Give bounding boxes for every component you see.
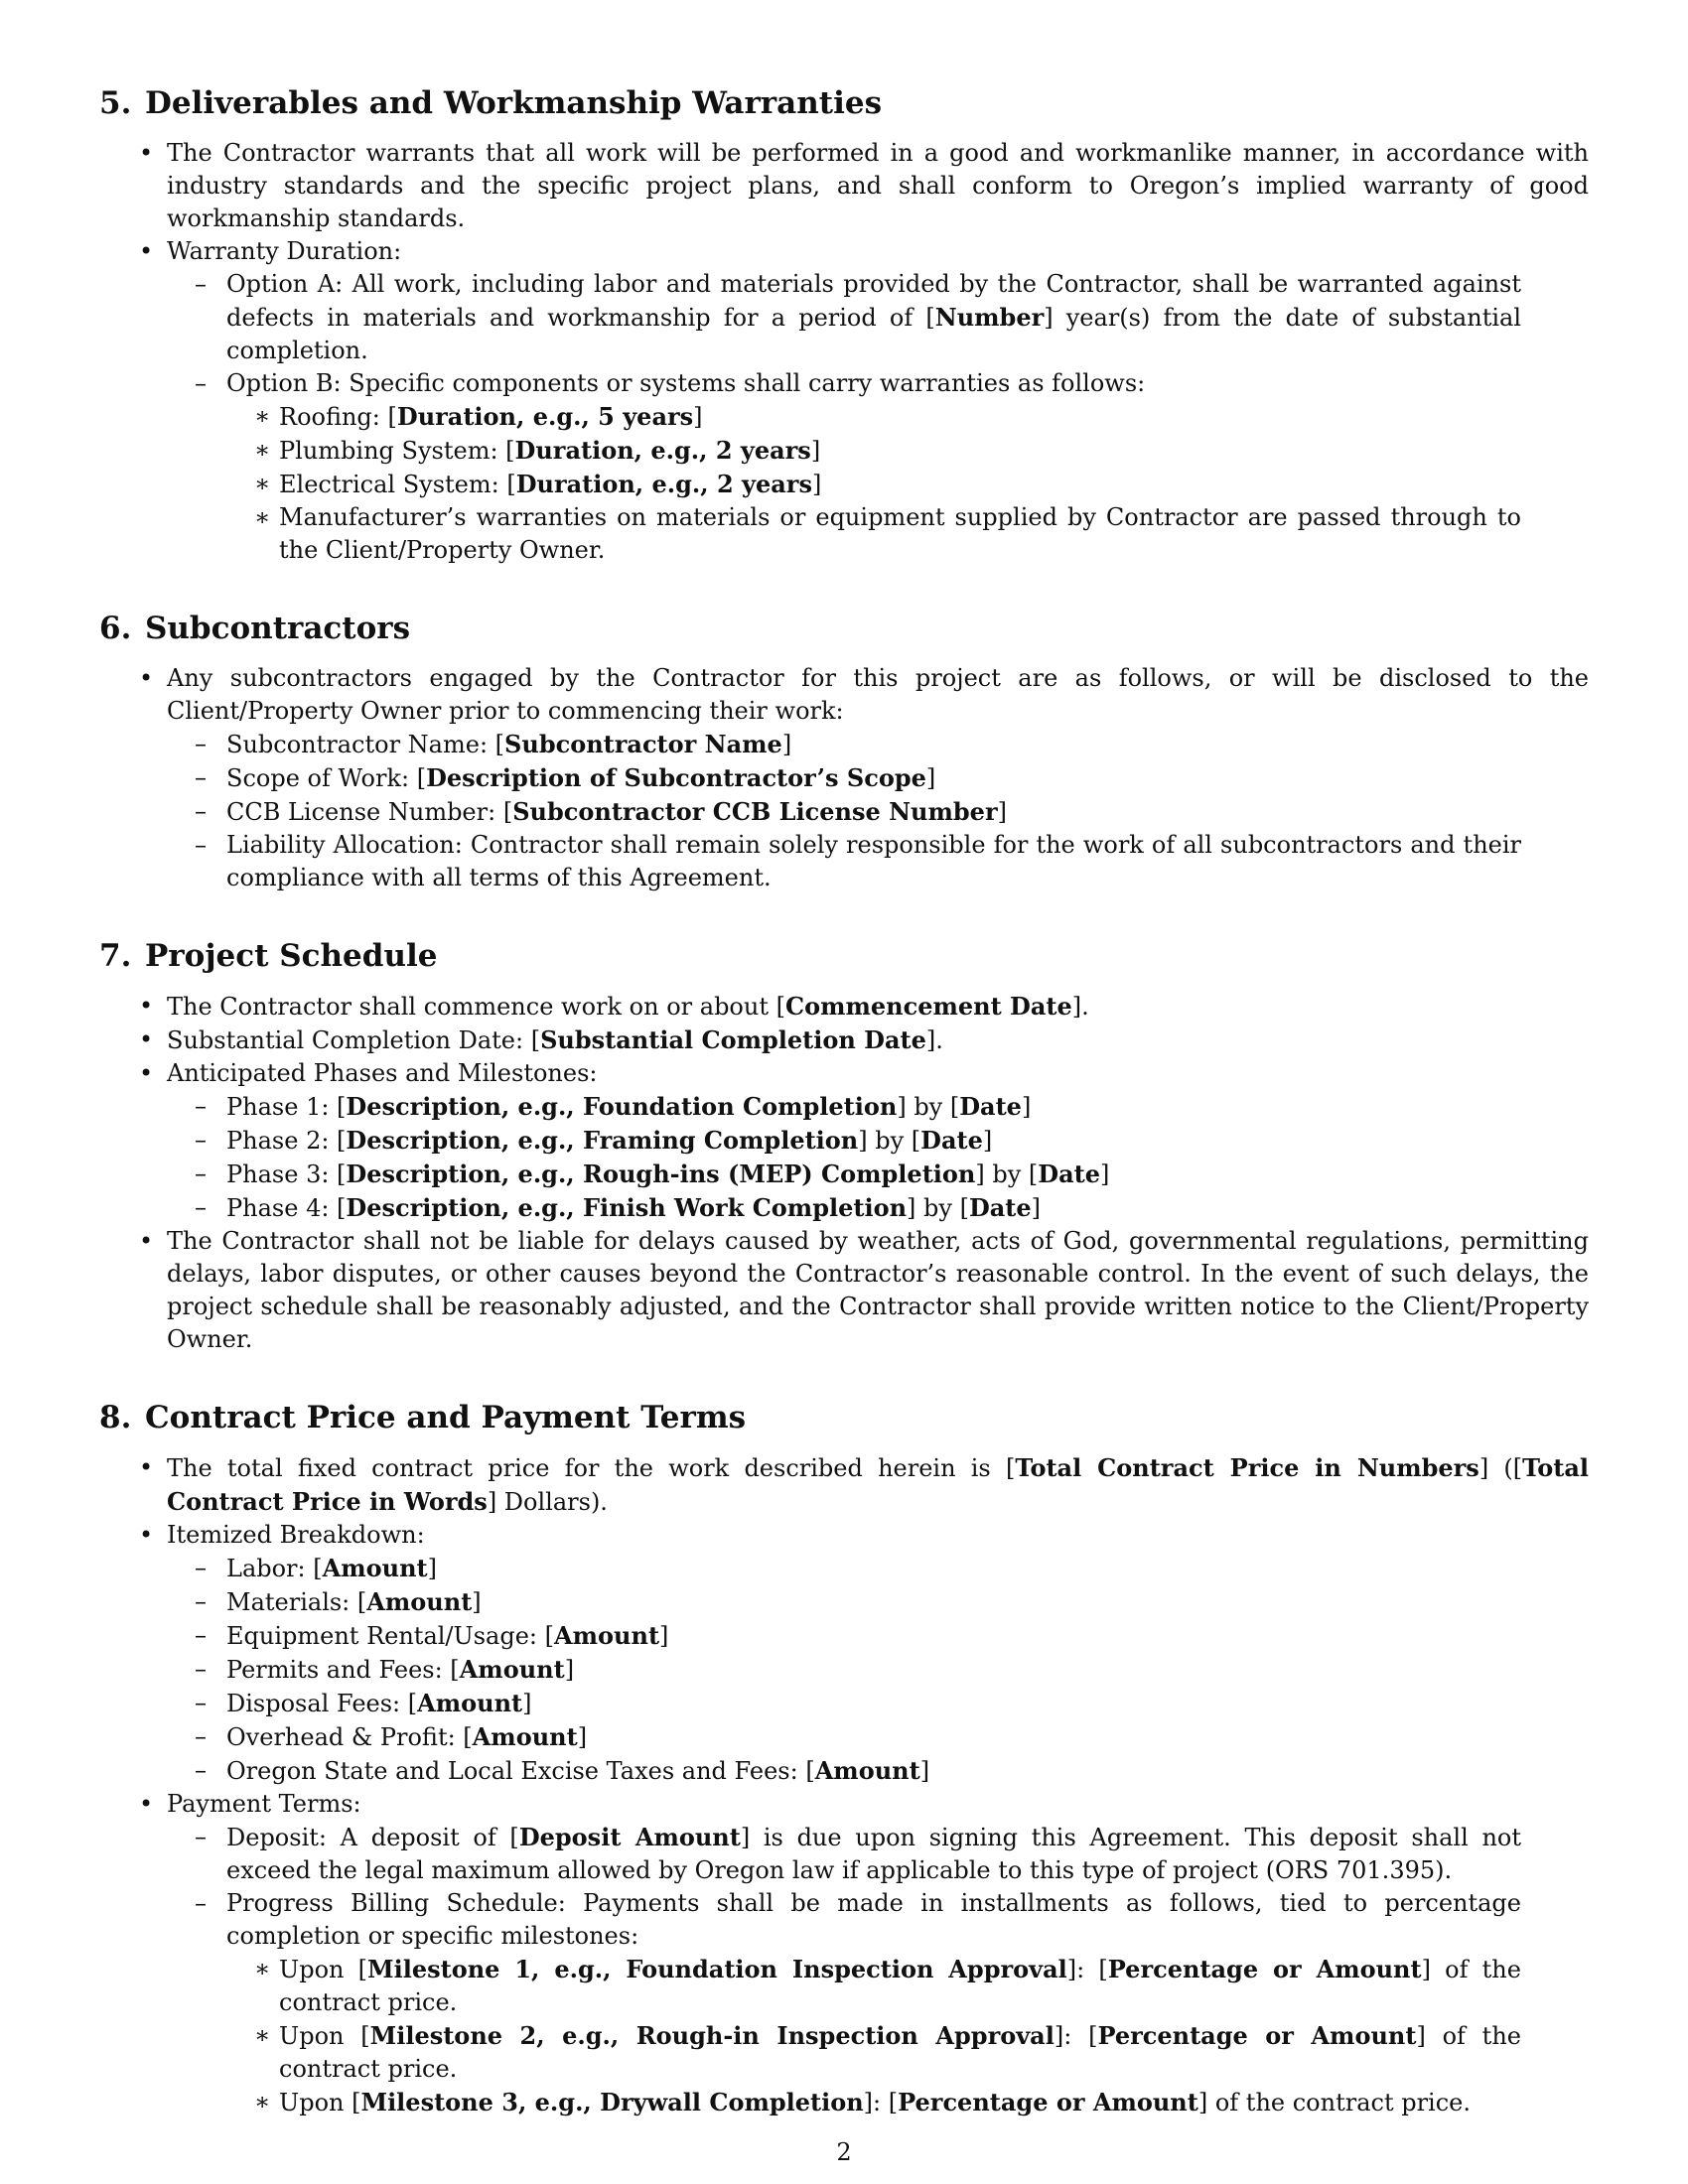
list-item: ∗ Upon [Milestone 3, e.g., Drywall Completion]: [Percentage or Amount] of the contract price. — [226, 2086, 1521, 2119]
list-item: – Phase 4: [Description, e.g., Finish Work Completion] by [Date] — [167, 1191, 1521, 1225]
section-heading — [99, 936, 1589, 976]
sub-list — [99, 728, 1521, 894]
sub-sub-list — [226, 400, 1521, 567]
list-item: • The Contractor warrants that all work will be performed in a good and workmanlike manner, in accordance with industry standards and the specific project plans, and shall conform to Oregon’s implied warranty of good workmanship standards. — [99, 137, 1589, 235]
section-number: 5. — [99, 85, 132, 121]
section-7 — [99, 936, 1589, 1356]
list-item: • Substantial Completion Date: [Substantial Completion Date]. — [99, 1024, 1589, 1057]
list-item: – Phase 2: [Description, e.g., Framing Completion] by [Date] — [167, 1124, 1521, 1158]
sub-list — [99, 1552, 1521, 1788]
section-number: 8. — [99, 1400, 132, 1435]
page-number: 2 — [836, 2138, 852, 2166]
list-item: • Itemized Breakdown: – Labor: [Amount] – Materials: [Amount] – Equipment Rental/Usage: [Amount] – Permits and Fees: [Amount] – Disposal Fees: [Amount] – Overhead & Profit: [Amount] – Oregon State and Local Excise Taxes and Fees: [Amount] — [99, 1519, 1589, 1788]
list-item: – Scope of Work: [Description of Subcontractor’s Scope] — [167, 761, 1521, 795]
sub-list — [99, 268, 1521, 567]
section-heading — [99, 1398, 1589, 1437]
list-item: • Any subcontractors engaged by the Contractor for this project are as follows, or will be disclosed to the Client/Property Owner prior to commencing their work: – Subcontractor Name: [Subcontractor Name] – Scope of Work: [Description of Subcontractor’s Scope] – CCB License Number: [Subcontractor CCB License Number] – Liability Allocation: Contractor shall remain solely responsible for the work of all subcontractors and their compliance with all terms of this Agreement. — [99, 662, 1589, 894]
list-item: • Warranty Duration: – Option A: All work, including labor and materials provided by the Contractor, shall be warranted against defects in materials and workmanship for a period of [Number] year(s) from the date of substantial completion. – Option B: Specific components or systems shall carry warranties as follows: ∗ Roofing: [Duration, e.g., 5 years] ∗ Plumbing System: [Duration, e.g., 2 years] ∗ Electrical System: [Duration, e.g., 2 years] ∗ Manufacturer’s warranties on materials or equipment supplied by Contractor are passed through to the Client/Property Owner. — [99, 235, 1589, 567]
list-item: • Payment Terms: – Deposit: A deposit of [Deposit Amount] is due upon signing this Agreement. This deposit shall not exceed the legal maximum allowed by Oregon law if applicable to this type of project (ORS 701.395). – Progress Billing Schedule: Payments shall be made in installments as follows, tied to percentage completion or specific milestones: ∗ Upon [Milestone 1, e.g., Foundation Inspection Approval]: [Percentage or Amount] of the contract price. ∗ Upon [Milestone 2, e.g., Rough-in Inspection Approval]: [Percentage or Amount] of the contract price. ∗ Upon [Milestone 3, e.g., Drywall Completion]: [Percentage or Amount] of the contract price. — [99, 1788, 1589, 2119]
bullet-list — [99, 990, 1589, 1356]
list-item: ∗ Plumbing System: [Duration, e.g., 2 years] — [226, 434, 1521, 468]
sub-sub-list — [226, 1953, 1521, 2119]
section-title: Project Schedule — [145, 938, 438, 974]
list-item: – CCB License Number: [Subcontractor CCB License Number] — [167, 795, 1521, 829]
list-item: – Disposal Fees: [Amount] — [167, 1687, 1521, 1720]
list-item: ∗ Manufacturer’s warranties on materials or equipment supplied by Contractor are passed through to the Client/Property Owner. — [226, 501, 1521, 567]
bullet-list — [99, 1451, 1589, 2119]
list-item: – Progress Billing Schedule: Payments shall be made in installments as follows, tied to percentage completion or specific milestones: ∗ Upon [Milestone 1, e.g., Foundation Inspection Approval]: [Percentage or Amount] of the contract price. ∗ Upon [Milestone 2, e.g., Rough-in Inspection Approval]: [Percentage or Amount] of the contract price. ∗ Upon [Milestone 3, e.g., Drywall Completion]: [Percentage or Amount] of the contract price. — [167, 1887, 1521, 2119]
list-item: – Permits and Fees: [Amount] — [167, 1653, 1521, 1687]
document-page — [99, 83, 1589, 2161]
list-item: – Equipment Rental/Usage: [Amount] — [167, 1619, 1521, 1653]
list-item: – Subcontractor Name: [Subcontractor Name] — [167, 728, 1521, 761]
list-item: • The Contractor shall commence work on or about [Commencement Date]. — [99, 990, 1589, 1024]
bullet-list — [99, 137, 1589, 567]
list-item: ∗ Upon [Milestone 1, e.g., Foundation Inspection Approval]: [Percentage or Amount] of the contract price. — [226, 1953, 1521, 2019]
list-item: – Phase 3: [Description, e.g., Rough-ins (MEP) Completion] by [Date] — [167, 1158, 1521, 1191]
list-item: ∗ Roofing: [Duration, e.g., 5 years] — [226, 400, 1521, 434]
sub-list — [99, 1821, 1521, 2119]
list-item: • Anticipated Phases and Milestones: – Phase 1: [Description, e.g., Foundation Completion] by [Date] – Phase 2: [Description, e.g., Framing Completion] by [Date] – Phase 3: [Description, e.g., Rough-ins (MEP) Completion] by [Date] – Phase 4: [Description, e.g., Finish Work Completion] by [Date] — [99, 1057, 1589, 1225]
list-item: – Deposit: A deposit of [Deposit Amount] is due upon signing this Agreement. This deposit shall not exceed the legal maximum allowed by Oregon law if applicable to this type of project (ORS 701.395). — [167, 1821, 1521, 1887]
list-item: ∗ Upon [Milestone 2, e.g., Rough-in Inspection Approval]: [Percentage or Amount] of the contract price. — [226, 2019, 1521, 2086]
list-item: – Labor: [Amount] — [167, 1552, 1521, 1585]
section-5 — [99, 83, 1589, 567]
section-6 — [99, 609, 1589, 894]
section-title: Contract Price and Payment Terms — [145, 1400, 747, 1435]
list-item: – Option B: Specific components or systems shall carry warranties as follows: ∗ Roofing: [Duration, e.g., 5 years] ∗ Plumbing System: [Duration, e.g., 2 years] ∗ Electrical System: [Duration, e.g., 2 years] ∗ Manufacturer’s warranties on materials or equipment supplied by Contractor are passed through to the Client/Property Owner. — [167, 367, 1521, 567]
section-8 — [99, 1398, 1589, 2119]
list-item: – Liability Allocation: Contractor shall remain solely responsible for the work of all subcontractors and their compliance with all terms of this Agreement. — [167, 829, 1521, 894]
list-item: – Option A: All work, including labor and materials provided by the Contractor, shall be warranted against defects in materials and workmanship for a period of [Number] year(s) from the date of substantial completion. — [167, 268, 1521, 367]
section-number: 7. — [99, 938, 132, 974]
list-item: – Materials: [Amount] — [167, 1585, 1521, 1619]
bullet-list — [99, 662, 1589, 894]
list-item: – Overhead & Profit: [Amount] — [167, 1720, 1521, 1754]
section-title: Deliverables and Workmanship Warranties — [145, 85, 883, 121]
list-item: • The total fixed contract price for the work described herein is [Total Contract Price in Numbers] ([Total Contract Price in Words] Dollars). — [99, 1451, 1589, 1519]
list-item: – Oregon State and Local Excise Taxes and Fees: [Amount] — [167, 1754, 1521, 1788]
list-item: ∗ Electrical System: [Duration, e.g., 2 years] — [226, 468, 1521, 501]
section-heading — [99, 83, 1589, 123]
list-item: – Phase 1: [Description, e.g., Foundation Completion] by [Date] — [167, 1090, 1521, 1124]
section-title: Subcontractors — [145, 611, 411, 646]
section-heading — [99, 609, 1589, 648]
sub-list — [99, 1090, 1521, 1225]
section-number: 6. — [99, 611, 132, 646]
list-item: • The Contractor shall not be liable for delays caused by weather, acts of God, governmental regulations, permitting delays, labor disputes, or other causes beyond the Contractor’s reasonable control. In the event of such delays, the project schedule shall be reasonably adjusted, and the Contractor shall provide written notice to the Client/Property Owner. — [99, 1225, 1589, 1356]
